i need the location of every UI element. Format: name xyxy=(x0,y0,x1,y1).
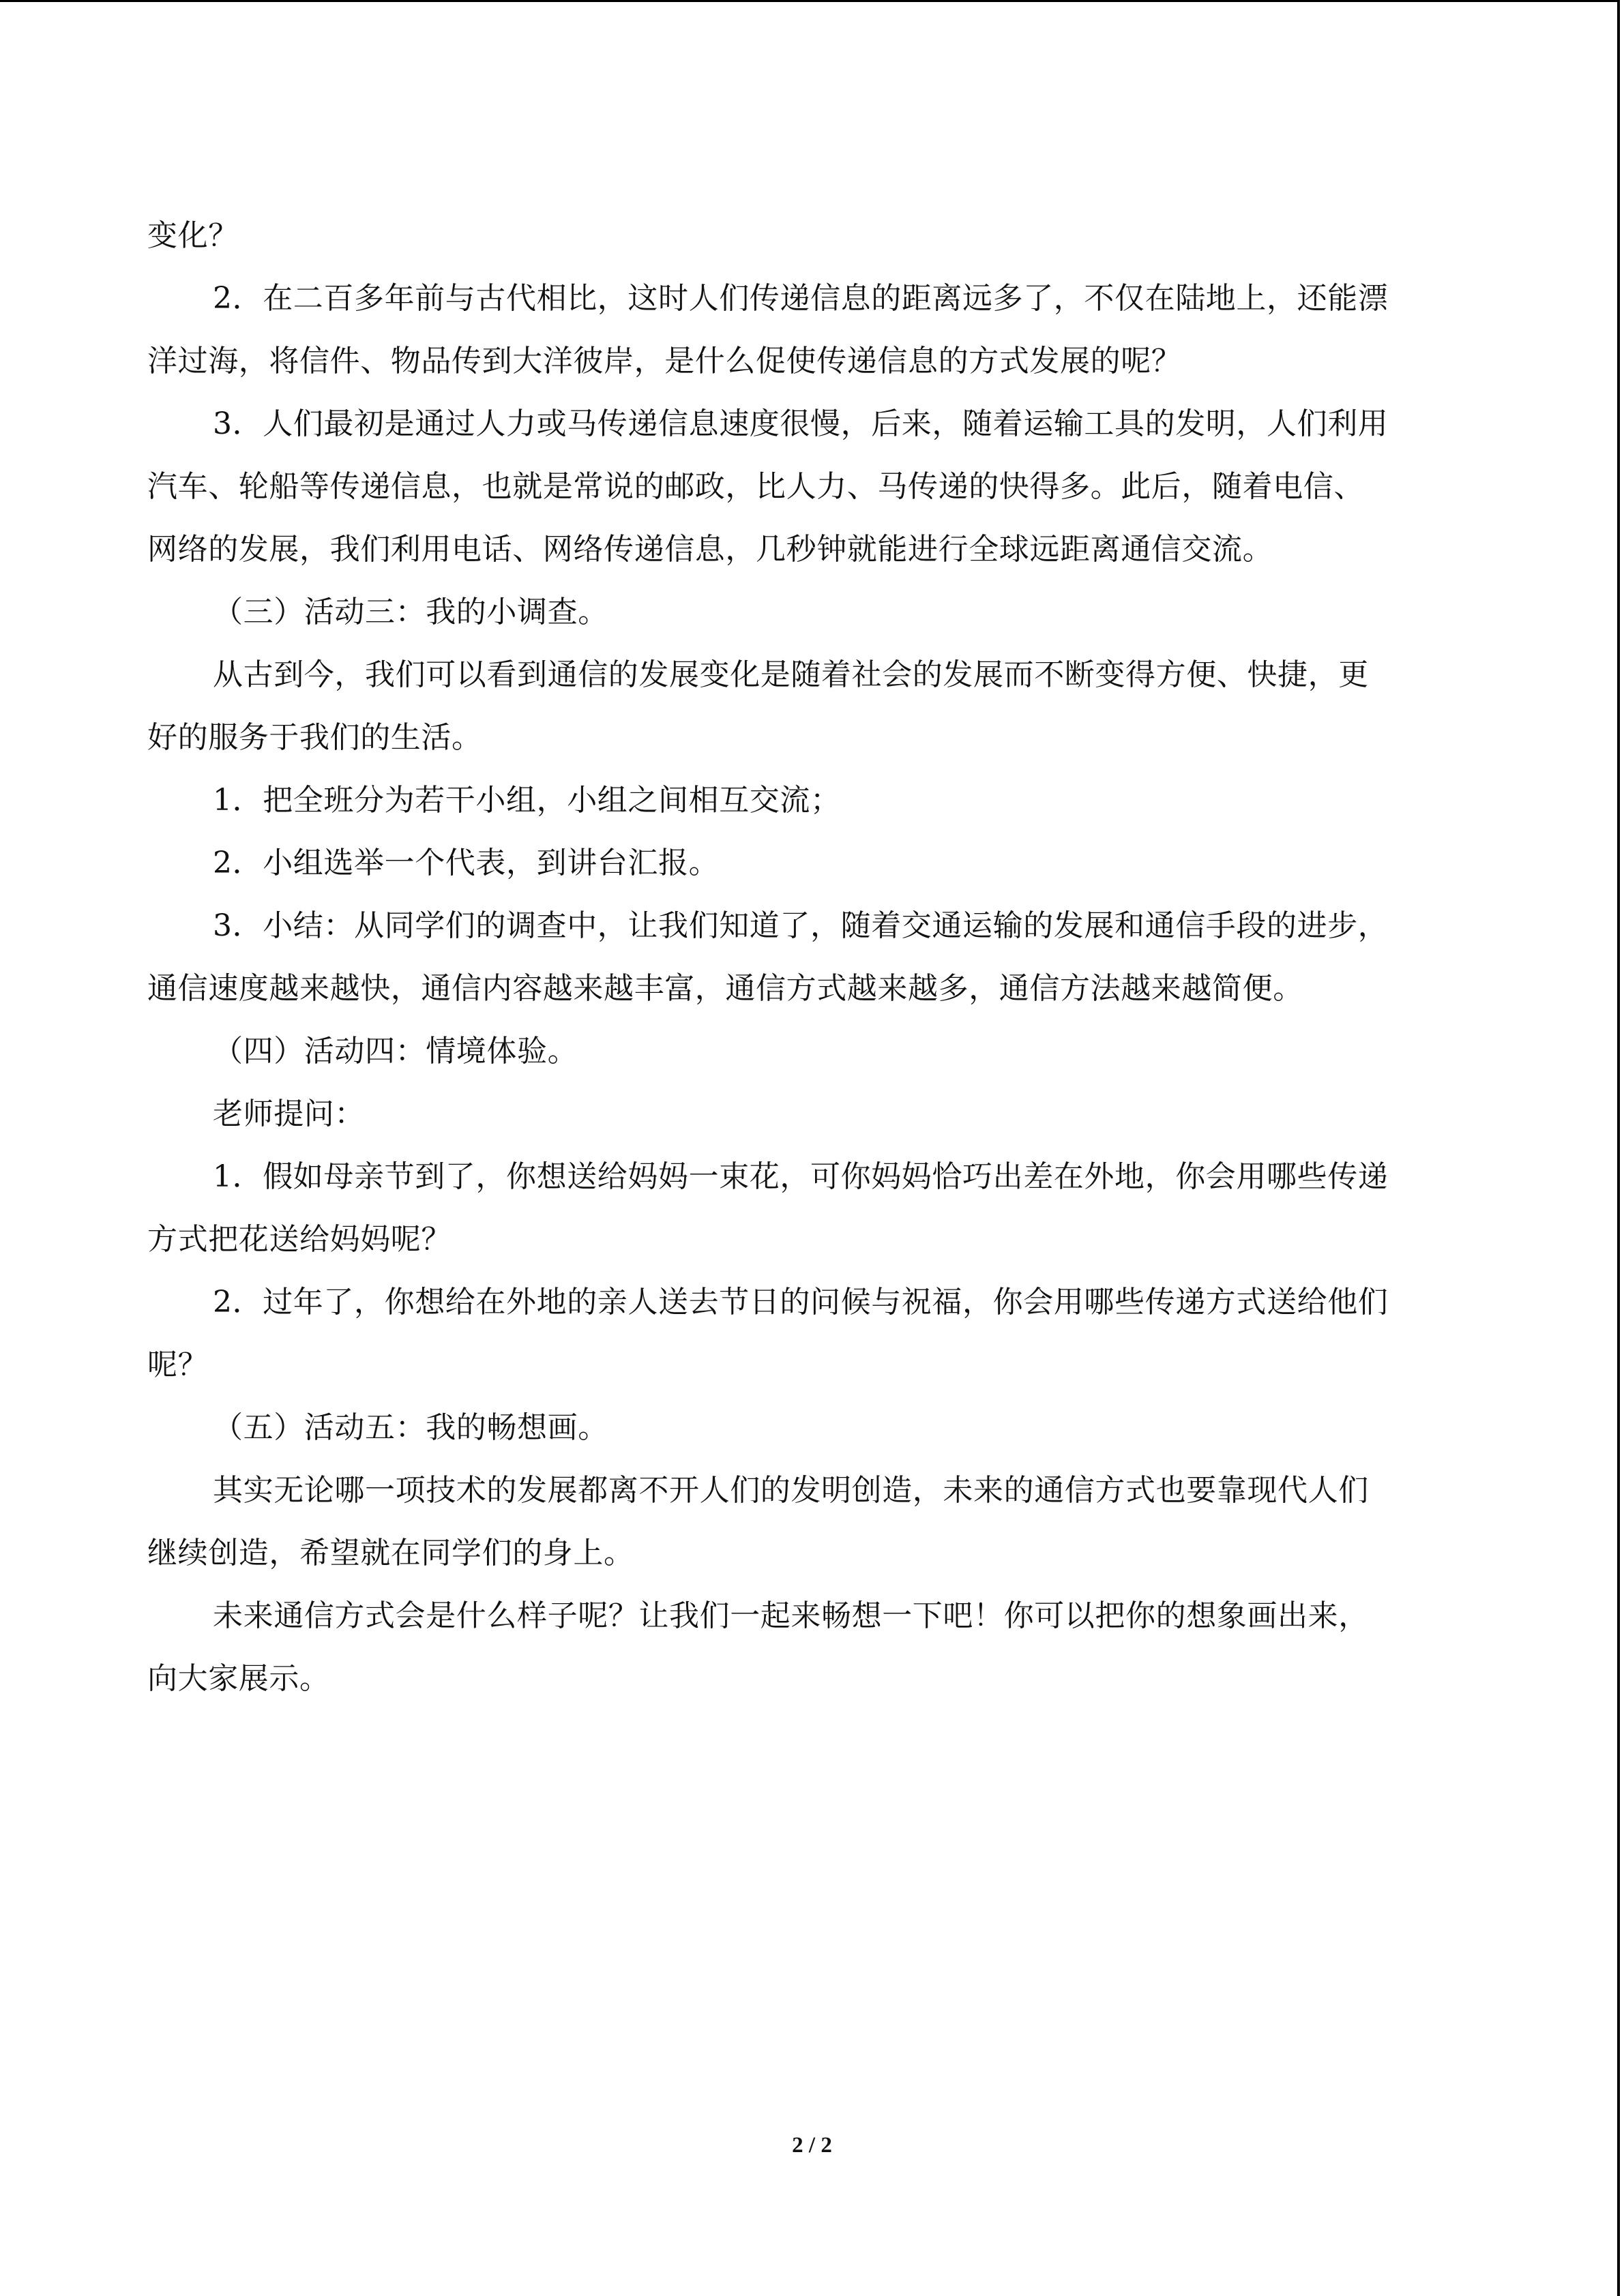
text-line-10: 1．把全班分为若干小组，小组之间相互交流； xyxy=(213,783,841,818)
text-line-23: 未来通信方式会是什么样子呢？让我们一起来畅想一下吧！你可以把你的想象画出来， xyxy=(213,1598,1369,1633)
text-line-2: 2．在二百多年前与古代相比，这时人们传递信息的距离远多了，不仅在陆地上，还能漂 xyxy=(213,281,1389,316)
text-line-22: 继续创造，希望就在同学们的身上。 xyxy=(147,1536,634,1570)
text-line-6: 网络的发展，我们利用电话、网络传递信息，几秒钟就能进行全球远距离通信交流。 xyxy=(147,532,1273,567)
page-number: 2 / 2 xyxy=(792,2133,832,2158)
text-line-3: 洋过海，将信件、物品传到大洋彼岸，是什么促使传递信息的方式发展的呢？ xyxy=(147,344,1182,378)
section-heading-activity-5: （五）活动五：我的畅想画。 xyxy=(213,1410,608,1445)
text-line-12: 3．小结：从同学们的调查中，让我们知道了，随着交通运输的发展和通信手段的进步， xyxy=(213,908,1389,943)
text-line-9: 好的服务于我们的生活。 xyxy=(147,720,482,755)
text-line-5: 汽车、轮船等传递信息，也就是常说的邮政，比人力、马传递的快得多。此后，随着电信、 xyxy=(147,469,1364,504)
text-line-8: 从古到今，我们可以看到通信的发展变化是随着社会的发展而不断变得方便、快捷，更 xyxy=(213,657,1369,692)
text-line-11: 2．小组选举一个代表，到讲台汇报。 xyxy=(213,846,720,880)
text-line-13: 通信速度越来越快，通信内容越来越丰富，通信方式越来越多，通信方法越来越简便。 xyxy=(147,971,1303,1006)
text-line-4: 3．人们最初是通过人力或马传递信息速度很慢，后来，随着运输工具的发明，人们利用 xyxy=(213,406,1389,441)
text-line-1: 变化？ xyxy=(147,218,239,253)
text-line-24: 向大家展示。 xyxy=(147,1661,330,1696)
text-line-18: 2．过年了，你想给在外地的亲人送去节日的问候与祝福，你会用哪些传递方式送给他们 xyxy=(213,1285,1389,1320)
text-line-15: 老师提问： xyxy=(213,1097,365,1131)
document-body xyxy=(147,205,1474,1710)
text-line-17: 方式把花送给妈妈呢？ xyxy=(147,1222,452,1257)
text-line-21: 其实无论哪一项技术的发展都离不开人们的发明创造，未来的通信方式也要靠现代人们 xyxy=(213,1473,1369,1508)
section-heading-activity-3: （三）活动三：我的小调查。 xyxy=(213,595,608,629)
text-line-16: 1．假如母亲节到了，你想送给妈妈一束花，可你妈妈恰巧出差在外地，你会用哪些传递 xyxy=(213,1159,1389,1194)
text-line-19: 呢？ xyxy=(147,1347,209,1382)
section-heading-activity-4: （四）活动四：情境体验。 xyxy=(213,1034,578,1069)
